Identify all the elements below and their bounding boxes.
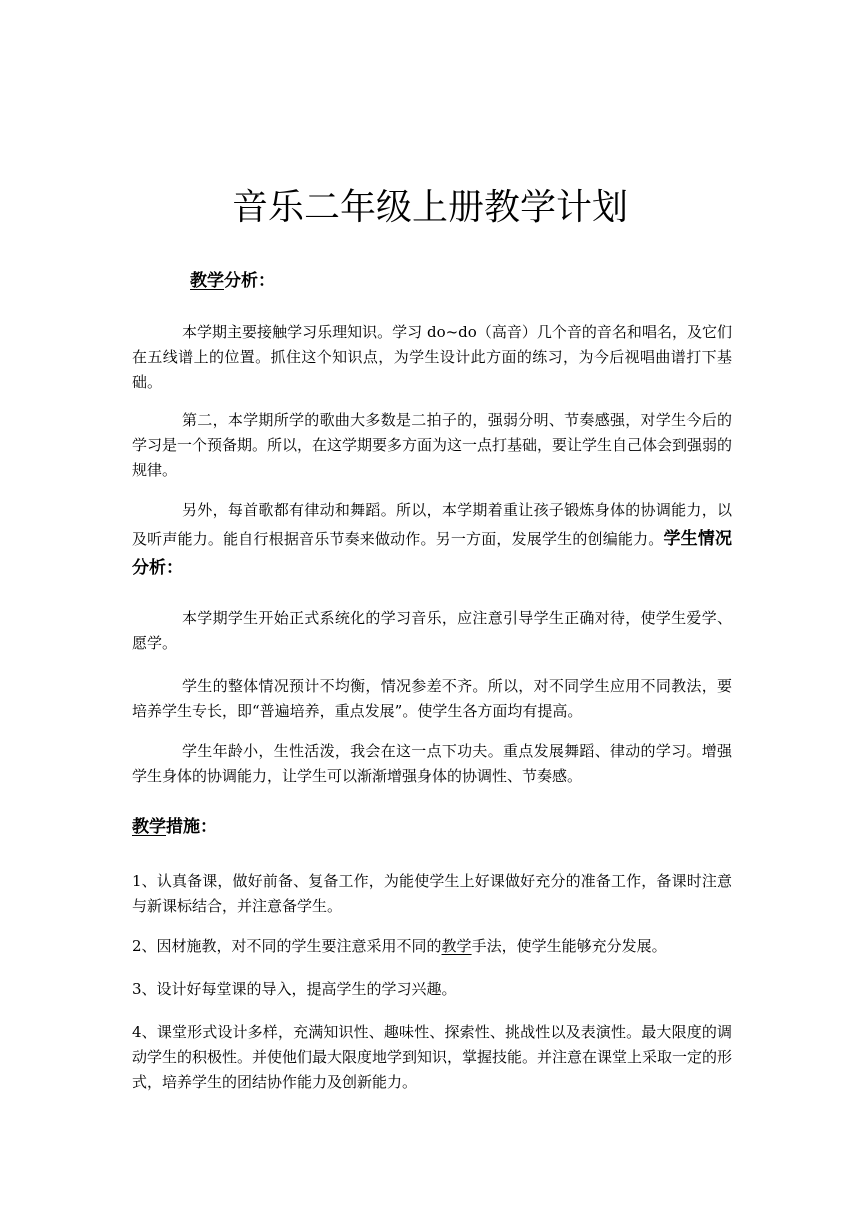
teaching-measures-heading-rest: 措施： bbox=[166, 817, 217, 837]
measure-item-2-after: 手法，使学生能够充分发展。 bbox=[471, 937, 667, 955]
measure-item-2-before: 2、因材施教，对不同的学生要注意采用不同的 bbox=[132, 937, 442, 955]
document-title: 音乐二年级上册教学计划 bbox=[231, 187, 628, 228]
measure-item-2 bbox=[132, 934, 732, 959]
teaching-measures-heading-underlined: 教学 bbox=[132, 817, 166, 837]
analysis-paragraph-1: 本学期主要接触学习乐理知识。学习 do~do（高音）几个音的音名和唱名，及它们在五线谱上的位置。抓住这个知识点，为学生设计此方面的练习，为今后视唱曲谱打下基础。 bbox=[132, 323, 732, 391]
measure-item-1: 1、认真备课，做好前备、复备工作，为能使学生上好课做好充分的准备工作，备课时注意与新课标结合，并注意备学生。 bbox=[132, 872, 732, 915]
student-paragraph-1: 本学期学生开始正式系统化的学习音乐，应注意引导学生正确对待，使学生爱学、愿学。 bbox=[132, 609, 732, 652]
student-analysis-heading: 学生情况分析： bbox=[132, 529, 732, 578]
student-paragraph-2: 学生的整体情况预计不均衡，情况参差不齐。所以，对不同学生应用不同教法，要培养学生专长，即“普遍培养，重点发展”。使学生各方面均有提高。 bbox=[132, 677, 732, 720]
teaching-analysis-heading-underlined: 教学 bbox=[190, 271, 224, 291]
teaching-analysis-heading-rest: 分析： bbox=[224, 271, 275, 291]
analysis-paragraph-3-text: 另外，每首歌都有律动和舞蹈。所以，本学期着重让孩子锻炼身体的协调能力，以及听声能力。能自行根据音乐节奏来做动作。另一方面，发展学生的创编能力。 bbox=[132, 501, 732, 548]
measure-item-2-underlined: 教学 bbox=[441, 937, 472, 955]
analysis-paragraph-3 bbox=[132, 496, 732, 583]
student-paragraph-3: 学生年龄小，生性活泼，我会在这一点下功夫。重点发展舞蹈、律动的学习。增强学生身体的协调能力，让学生可以渐渐增强身体的协调性、节奏感。 bbox=[132, 742, 732, 785]
teaching-measures-heading bbox=[132, 814, 217, 840]
measure-item-3: 3、设计好每堂课的导入，提高学生的学习兴趣。 bbox=[132, 980, 457, 998]
analysis-paragraph-2: 第二，本学期所学的歌曲大多数是二拍子的，强弱分明、节奏感强，对学生今后的学习是一个预备期。所以，在这学期要多方面为这一点打基础，要让学生自己体会到强弱的规律。 bbox=[132, 411, 733, 479]
teaching-analysis-heading bbox=[190, 268, 275, 294]
measure-item-4: 4、课堂形式设计多样，充满知识性、趣味性、探索性、挑战性以及表演性。最大限度的调动学生的积极性。并使他们最大限度地学到知识，掌握技能。并注意在课堂上采取一定的形式，培养学生的团结协作能力及创新能力。 bbox=[132, 1023, 733, 1091]
